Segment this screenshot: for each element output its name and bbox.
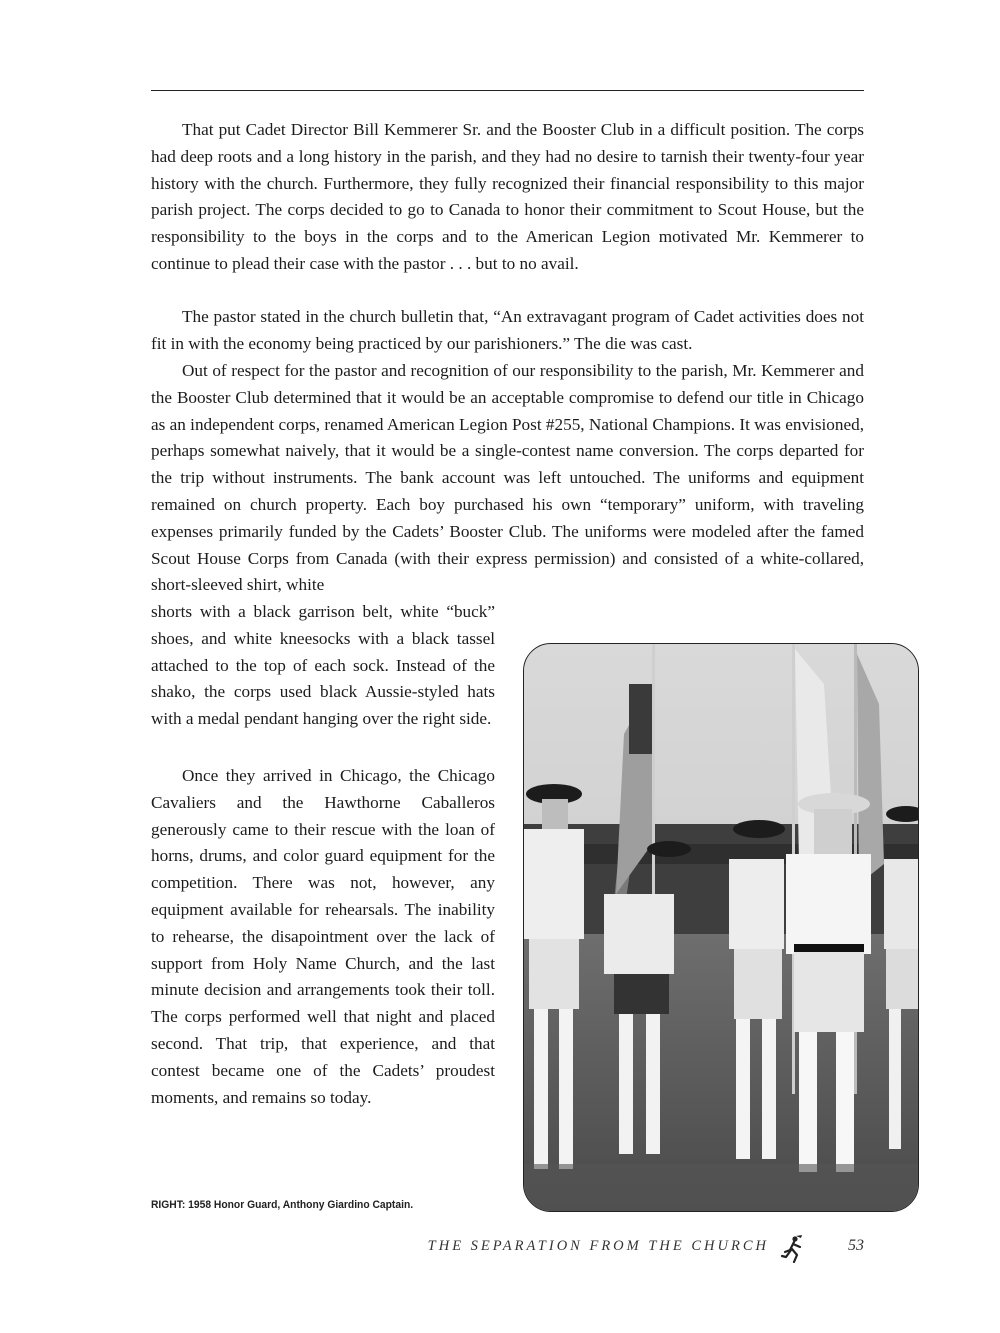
header-rule	[151, 90, 864, 91]
paragraph-3-continued: shorts with a black garrison belt, white “buck” shoes, and white kneesocks with a black tassel attached to the top of each sock. Instead of the shako, the corps used black Aussie-styled hats with a medal pendant hanging over the right side.	[151, 602, 495, 729]
running-head: THE SEPARATION FROM THE CHURCH	[427, 1238, 769, 1254]
honor-guard-photo	[523, 643, 919, 1212]
paragraph-1: That put Cadet Director Bill Kemmerer Sr. and the Booster Club in a difficult position. The corps had deep roots and a long history in the parish, and they had no desire to tarnish their twenty-four year history with the church. Furthermore, they fully recognized their financial responsibility to this major parish project. The corps decided to go to Canada to honor their commitment to Scout House, but the responsibility to the boys in the corps and to the American Legion motivated Mr. Kemmerer to continue to plead their case with the pastor . . . but to no avail.	[151, 120, 864, 273]
paragraph-4: Once they arrived in Chicago, the Chicago Cavaliers and the Hawthorne Caballeros generously came to their rescue with the loan of horns, drums, and color guard equipment for the competition. There was not, however, any equipment available for rehearsals. The inability to rehearse, the disapointment over the lack of support from Holy Name Church, and the last minute decision and arrangements took their toll. The corps performed well that night and placed second. That trip, that experience, and that contest became one of the Cadets’ proudest moments, and remains so today.	[151, 766, 495, 1107]
photo-caption: RIGHT: 1958 Honor Guard, Anthony Giardino Captain.	[151, 1199, 414, 1211]
paragraph-3: Out of respect for the pastor and recognition of our responsibility to the parish, Mr. Kemmerer and the Booster Club determined that it would be an acceptable compromise to defend our title in Chicago as an independent corps, renamed American Legion Post #255, National Champions. It was envisioned, perhaps somewhat naively, that it would be a single-contest name conversion. The corps departed for the trip without instruments. The bank account was left untouched. The uniforms and equipment remained on church property. Each boy purchased his own “temporary” uniform, with traveling expenses primarily funded by the Cadets’ Booster Club. The uniforms were modeled after the famed Scout House Corps from Canada (with their express permission) and consisted of a white-collared, short-sleeved shirt, white	[151, 361, 864, 595]
page-footer	[0, 1237, 864, 1261]
honor-guard-photo-image	[524, 644, 918, 1211]
paragraph-2: The pastor stated in the church bulletin that, “An extravagant program of Cadet activities does not fit in with the economy being practiced by our parishioners.” The die was cast.	[151, 307, 864, 353]
page-number: 53	[848, 1237, 864, 1254]
cadet-runner-icon	[780, 1235, 806, 1263]
